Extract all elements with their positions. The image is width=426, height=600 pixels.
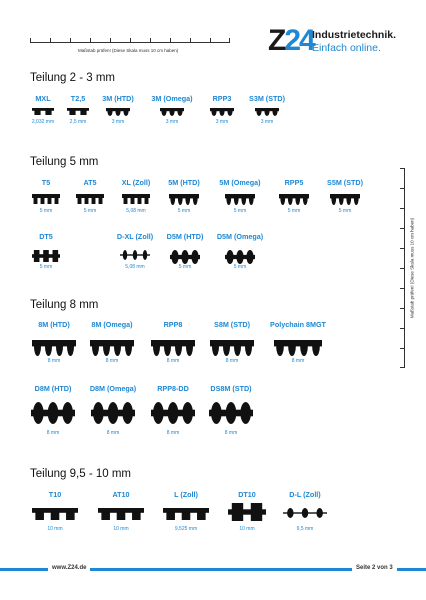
belt-profile-at10 — [98, 508, 144, 520]
belt-profile-8m-htd — [32, 340, 76, 356]
top-scale-bar — [30, 38, 230, 46]
belt-profile-s5m-std — [330, 194, 360, 205]
profile-label-3m-omega: 3M (Omega) — [151, 94, 193, 103]
pitch-dimension: 5 mm — [233, 208, 247, 214]
profile-label-dt10: DT10 — [238, 490, 256, 499]
belt-profile-d8m-htd — [31, 402, 75, 424]
footer-page-number: Seite 2 von 3 — [352, 565, 397, 571]
pitch-dimension: 8 mm — [105, 358, 119, 364]
side-scale-caption: Maßstab prüfen! (Diese Skala muss 10 cm haben) — [409, 217, 415, 319]
pitch-dimension: 5 mm — [178, 264, 192, 270]
logo-tagline-1: Industrietechnik. — [312, 29, 397, 41]
belt-profile-xl-zoll — [122, 194, 150, 204]
profile-label-d8m-htd: D8M (HTD) — [34, 384, 72, 393]
pitch-dimension: 5 mm — [233, 264, 247, 270]
logo-tagline-2: Einfach online. — [312, 42, 381, 54]
pitch-dimension: 10 mm — [113, 526, 129, 532]
profile-label-d-xl-zoll: D-XL (Zoll) — [116, 232, 154, 241]
pitch-dimension: 9,525 mm — [174, 526, 198, 532]
pitch-dimension: 5 mm — [338, 208, 352, 214]
profile-label-s3m-std: S3M (STD) — [249, 94, 285, 103]
profile-label-dt5: DT5 — [39, 232, 53, 241]
footer-url[interactable]: www.Z24.de — [48, 565, 90, 571]
profile-label-d5m-omega: D5M (Omega) — [216, 232, 264, 241]
profile-label-d-l-zoll: D-L (Zoll) — [289, 490, 321, 499]
side-scale-bar — [400, 168, 408, 368]
pitch-dimension: 3 mm — [165, 119, 179, 125]
pitch-dimension: 8 mm — [47, 358, 61, 364]
profile-label-8m-htd: 8M (HTD) — [38, 320, 70, 329]
belt-profile-ds8m-std — [209, 402, 253, 424]
belt-profile-rpp8 — [151, 340, 195, 356]
belt-profile-dt10 — [228, 503, 266, 521]
pitch-dimension: 3 mm — [260, 119, 274, 125]
belt-profile-5m-htd — [169, 194, 199, 205]
pitch-dimension: 5,08 mm — [125, 264, 145, 270]
profile-label-at5: AT5 — [83, 178, 97, 187]
belt-profile-d-xl-zoll — [120, 250, 150, 260]
belt-profile-8m-omega — [90, 340, 134, 356]
pitch-dimension: 3 mm — [215, 119, 229, 125]
pitch-dimension: 2,5 mm — [69, 119, 87, 125]
belt-profile-3m-htd — [106, 108, 130, 116]
top-scale-caption: Maßstab prüfen! (Diese Skala muss 10 cm haben) — [78, 48, 179, 53]
profile-label-d5m-htd: D5M (HTD) — [166, 232, 204, 241]
pitch-dimension: 8 mm — [46, 430, 60, 436]
belt-profile-rpp8-dd — [151, 402, 195, 424]
pitch-dimension: 8 mm — [166, 358, 180, 364]
profile-label-rpp8: RPP8 — [163, 320, 183, 329]
profile-label-t2-5: T2,5 — [70, 94, 86, 103]
profile-label-at10: AT10 — [112, 490, 130, 499]
pitch-dimension: 9,5 mm — [296, 526, 314, 532]
profile-label-t10: T10 — [48, 490, 62, 499]
pitch-dimension: 8 mm — [291, 358, 305, 364]
belt-profile-d-l-zoll — [283, 508, 327, 518]
pitch-dimension: 5 mm — [83, 208, 97, 214]
pitch-dimension: 10 mm — [47, 526, 63, 532]
belt-profile-3m-omega — [160, 108, 184, 116]
section-title: Teilung 8 mm — [30, 299, 99, 311]
logo-mark: Z24 — [268, 24, 314, 57]
profile-label-s8m-std: S8M (STD) — [214, 320, 250, 329]
belt-profile-polychain-8mgt — [274, 340, 322, 356]
profile-label-5m-htd: 5M (HTD) — [168, 178, 200, 187]
belt-profile-at5 — [76, 194, 104, 204]
pitch-dimension: 3 mm — [111, 119, 125, 125]
profile-label-3m-htd: 3M (HTD) — [102, 94, 134, 103]
profile-label-l-zoll: L (Zoll) — [174, 490, 198, 499]
pitch-dimension: 2,032 mm — [31, 119, 55, 125]
belt-profile-d8m-omega — [91, 402, 135, 424]
profile-label-polychain-8mgt: Polychain 8MGT — [270, 320, 326, 329]
profile-label-ds8m-std: DS8M (STD) — [210, 384, 252, 393]
pitch-dimension: 8 mm — [106, 430, 120, 436]
profile-label-8m-omega: 8M (Omega) — [91, 320, 133, 329]
profile-label-xl-zoll: XL (Zoll) — [121, 178, 151, 187]
belt-profile-rpp5 — [279, 194, 309, 205]
pitch-dimension: 10 mm — [239, 526, 255, 532]
profile-label-rpp8-dd: RPP8-DD — [157, 384, 189, 393]
pitch-dimension: 5 mm — [287, 208, 301, 214]
belt-profile-s8m-std — [210, 340, 254, 356]
section-title: Teilung 2 - 3 mm — [30, 72, 116, 84]
pitch-dimension: 8 mm — [224, 430, 238, 436]
belt-profile-t5 — [32, 194, 60, 204]
belt-profile-d5m-htd — [170, 250, 200, 264]
section-title: Teilung 9,5 - 10 mm — [30, 468, 131, 480]
belt-profile-d5m-omega — [225, 250, 255, 264]
profile-label-rpp3: RPP3 — [212, 94, 232, 103]
section-title: Teilung 5 mm — [30, 156, 99, 168]
belt-profile-dt5 — [32, 250, 60, 262]
pitch-dimension: 5 mm — [39, 208, 53, 214]
pitch-dimension: 8 mm — [166, 430, 180, 436]
pitch-dimension: 8 mm — [225, 358, 239, 364]
belt-profile-rpp3 — [210, 108, 234, 116]
belt-profile-t2-5 — [67, 108, 89, 115]
belt-profile-5m-omega — [225, 194, 255, 205]
pitch-dimension: 5 mm — [39, 264, 53, 270]
belt-profile-mxl — [32, 108, 54, 115]
profile-label-rpp5: RPP5 — [284, 178, 304, 187]
profile-label-5m-omega: 5M (Omega) — [219, 178, 261, 187]
profile-label-t5: T5 — [41, 178, 51, 187]
pitch-dimension: 5 mm — [177, 208, 191, 214]
belt-profile-s3m-std — [255, 108, 279, 116]
profile-label-s5m-std: S5M (STD) — [327, 178, 363, 187]
belt-profile-t10 — [32, 508, 78, 520]
profile-label-mxl: MXL — [35, 94, 51, 103]
belt-profile-l-zoll — [163, 508, 209, 520]
profile-label-d8m-omega: D8M (Omega) — [89, 384, 137, 393]
pitch-dimension: 5,08 mm — [126, 208, 146, 214]
